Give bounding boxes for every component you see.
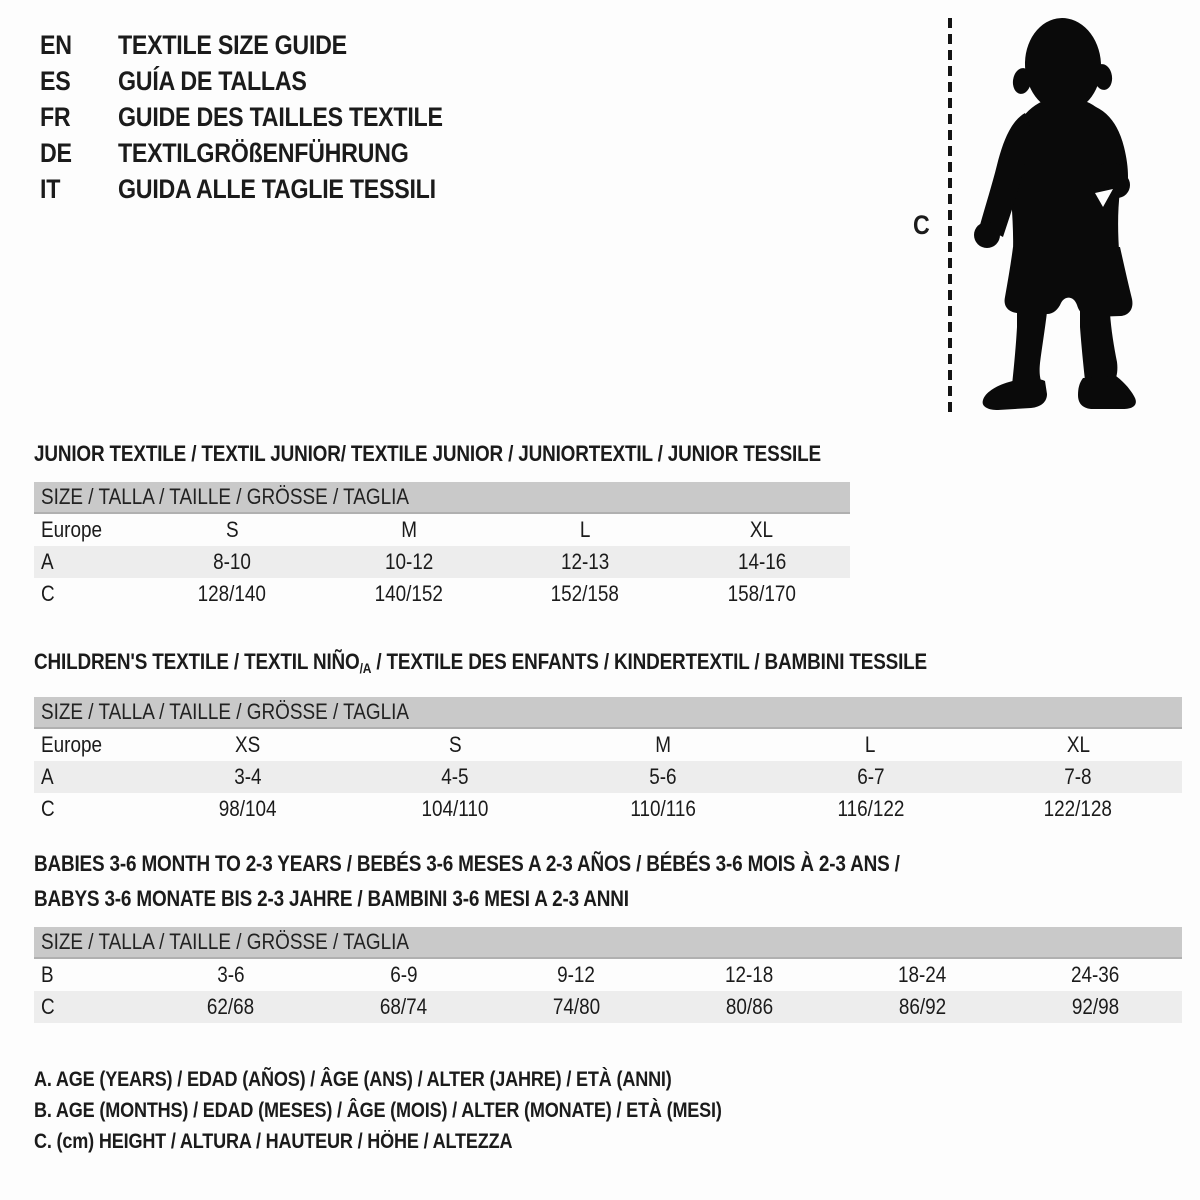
size-table: [34, 482, 850, 610]
table-cell-value: 10-12: [384, 549, 433, 574]
table-cell-value: 92/98: [1071, 994, 1120, 1019]
table-cell-value: 122/128: [1043, 796, 1113, 821]
table-header-band: [34, 697, 1182, 729]
row-label: C: [41, 994, 55, 1019]
table-row: [34, 578, 850, 610]
language-code: FR: [40, 101, 71, 132]
language-title: GUIDA ALLE TAGLIE TESSILI: [118, 173, 436, 204]
table-cell-value: 86/92: [898, 994, 947, 1019]
table-cell-value: 5-6: [649, 764, 677, 789]
language-header: [40, 27, 496, 207]
legend-line: [34, 1064, 834, 1095]
table-cell-value: 9-12: [557, 962, 596, 987]
table-cell-value: 80/86: [725, 994, 774, 1019]
table-cell-value: XL: [750, 517, 774, 542]
table-cell-value: 14-16: [737, 549, 786, 574]
language-code: DE: [40, 137, 72, 168]
section-title: CHILDREN'S TEXTILE / TEXTIL $NIÑO_{/A}$ / TEXTILE DES ENFANTS / KINDERTEXTIL / BAMBINI TESSILE: [34, 649, 928, 676]
toddler-silhouette-icon: [967, 15, 1142, 415]
row-label: B: [41, 962, 54, 987]
table-cell-value: 12-13: [561, 549, 610, 574]
size-table: [34, 697, 1182, 825]
table-row: [34, 991, 1182, 1023]
table-cell-value: 3-4: [234, 764, 262, 789]
row-label: C: [41, 581, 55, 606]
language-row: [40, 27, 496, 63]
table-header-label: SIZE / TALLA / TAILLE / GRÖSSE / TAGLIA: [41, 484, 410, 509]
language-row: [40, 171, 496, 207]
row-label: Europe: [41, 732, 103, 757]
table-cell-value: S: [225, 517, 239, 542]
table-row: [34, 546, 850, 578]
table-cell-value: M: [655, 732, 671, 757]
table-cell-value: 12-18: [725, 962, 774, 987]
table-cell-value: 8-10: [213, 549, 252, 574]
table-cell-value: 74/80: [552, 994, 601, 1019]
table-cell-value: M: [400, 517, 417, 542]
table-cell-value: 128/140: [198, 581, 267, 606]
table-cell-value: L: [865, 732, 876, 757]
junior-textile-section: [34, 436, 850, 610]
table-cell-value: 158/170: [727, 581, 796, 606]
table-cell-value: 110/116: [630, 796, 696, 821]
language-row: [40, 135, 496, 171]
table-cell-value: 116/122: [837, 796, 905, 821]
table-cell-value: 4-5: [441, 764, 470, 789]
table-cell-value: 68/74: [379, 994, 428, 1019]
table-header-label: SIZE / TALLA / TAILLE / GRÖSSE / TAGLIA: [41, 699, 410, 724]
language-code: ES: [40, 65, 71, 96]
table-cell-value: XS: [235, 732, 261, 757]
table-cell-value: 6-9: [389, 962, 418, 987]
table-header-band: [34, 927, 1182, 959]
table-cell-value: 62/68: [206, 994, 255, 1019]
legend-text: A. AGE (YEARS) / EDAD (AÑOS) / ÂGE (ANS) / ALTER (JAHRE) / ETÀ (ANNI): [34, 1068, 672, 1091]
table-header-band: [34, 482, 850, 514]
language-title: TEXTILE SIZE GUIDE: [118, 29, 347, 60]
table-row: [34, 514, 850, 546]
row-label: Europe: [41, 517, 103, 542]
language-title: TEXTILGRÖßENFÜHRUNG: [118, 137, 409, 168]
section-title: JUNIOR TEXTILE / TEXTIL JUNIOR/ TEXTILE JUNIOR / JUNIORTEXTIL / JUNIOR TESSILE: [34, 441, 821, 466]
babies-textile-section: [34, 846, 1182, 1023]
table-cell-value: 24-36: [1071, 962, 1120, 987]
language-row: [40, 99, 496, 135]
height-measure-figure: [905, 12, 1175, 424]
language-title: GUÍA DE TALLAS: [118, 65, 307, 96]
table-cell-value: 152/158: [551, 581, 620, 606]
language-row: [40, 63, 496, 99]
measurement-legend: [34, 1064, 834, 1157]
table-row: [34, 729, 1182, 761]
legend-line: [34, 1126, 834, 1157]
table-cell-value: S: [449, 732, 462, 757]
height-measure-label: C: [913, 210, 930, 240]
table-cell-value: 7-8: [1064, 764, 1092, 789]
section-title-subscript: /A: [359, 660, 372, 676]
row-label: A: [41, 764, 54, 789]
table-cell-value: 98/104: [218, 796, 277, 821]
legend-line: [34, 1095, 834, 1126]
table-cell-value: 104/110: [421, 796, 489, 821]
table-cell-value: 18-24: [898, 962, 947, 987]
table-cell-value: 3-6: [216, 962, 245, 987]
legend-text: C. (cm) HEIGHT / ALTURA / HAUTEUR / HÖHE / ALTEZZA: [34, 1130, 513, 1153]
height-dashed-line: [948, 18, 952, 416]
table-cell-value: 6-7: [856, 764, 885, 789]
childrens-textile-section: [34, 644, 1182, 825]
table-cell-value: XL: [1066, 732, 1090, 757]
table-cell-value: 140/152: [374, 581, 443, 606]
section-title: BABYS 3-6 MONATE BIS 2-3 JAHRE / BAMBINI 3-6 MESI A 2-3 ANNI: [34, 886, 629, 911]
language-code: EN: [40, 29, 72, 60]
table-row: [34, 959, 1182, 991]
table-cell-value: L: [579, 517, 591, 542]
section-title: BABIES 3-6 MONTH TO 2-3 YEARS / BEBÉS 3-6 MESES A 2-3 AÑOS / BÉBÉS 3-6 MOIS À 2-3 ANS /: [34, 851, 900, 876]
table-row: [34, 793, 1182, 825]
size-table: [34, 927, 1182, 1023]
language-code: IT: [40, 173, 61, 204]
legend-text: B. AGE (MONTHS) / EDAD (MESES) / ÂGE (MOIS) / ALTER (MONATE) / ETÀ (MESI): [34, 1099, 722, 1122]
row-label: C: [41, 796, 55, 821]
row-label: A: [41, 549, 54, 574]
table-row: [34, 761, 1182, 793]
language-title: GUIDE DES TAILLES TEXTILE: [118, 101, 443, 132]
table-header-label: SIZE / TALLA / TAILLE / GRÖSSE / TAGLIA: [41, 929, 410, 954]
